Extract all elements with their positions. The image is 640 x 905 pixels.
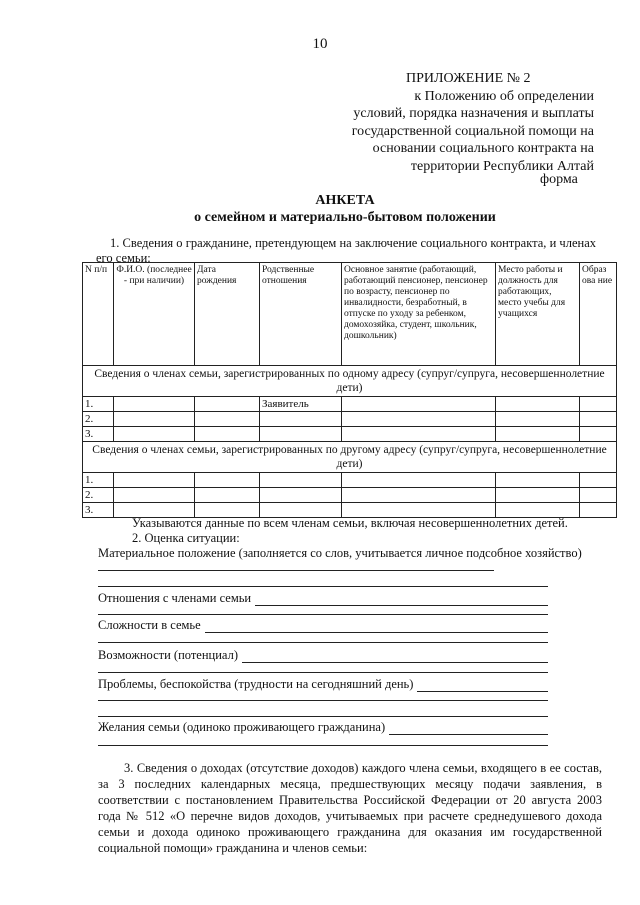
appendix-line: территории Республики Алтай [410, 158, 594, 174]
problems-input-line[interactable] [417, 679, 548, 692]
cell-education[interactable] [580, 427, 617, 442]
cell-birth-date[interactable] [195, 412, 260, 427]
potential-line[interactable] [98, 672, 548, 673]
table-row [83, 427, 617, 442]
relations-input-line[interactable] [255, 593, 548, 606]
cell-fio[interactable] [114, 397, 195, 412]
family-members-table [82, 262, 617, 518]
relations-line[interactable] [98, 614, 548, 615]
cell-relation[interactable] [260, 412, 342, 427]
row-num: 1. [83, 473, 114, 488]
appendix-line: ПРИЛОЖЕНИЕ № 2 [406, 71, 531, 86]
table-header-row [83, 263, 617, 366]
difficulties-input-line[interactable] [205, 620, 548, 633]
cell-workplace[interactable] [496, 473, 580, 488]
document-subtitle: о семейном и материально-бытовом положении [194, 210, 496, 225]
wishes-field [98, 720, 548, 735]
material-line[interactable] [98, 586, 548, 587]
section-3-text: 3. Сведения о доходах (отсутствие доходов) каждого члена семьи, входящего в ее состав, за 3 последних календарных месяца, предшествующих месяцу подачи заявления, в соответствии с постановлением Правительства Российской Федерации от 20 августа 2003 года № 512 «О перечне видов доходов, учитываемых при расчете среднедушевого дохода семьи и дохода одиноко проживающего гражданина для оказания им государственной социальной помощи» гражданина и членов семьи: [98, 761, 602, 855]
wishes-input-line[interactable] [389, 722, 548, 735]
cell-birth-date[interactable] [195, 397, 260, 412]
section-1-heading: 1. Сведения о гражданине, претендующем на заключение социального контракта, и членах его семьи: [96, 236, 596, 265]
cell-birth-date[interactable] [195, 473, 260, 488]
table-row [83, 488, 617, 503]
cell-occupation[interactable] [342, 473, 496, 488]
problems-field [98, 677, 548, 692]
table-row [83, 412, 617, 427]
cell-occupation[interactable] [342, 427, 496, 442]
wishes-label: Желания семьи (одиноко проживающего гражданина) [98, 720, 386, 734]
header-workplace: Место работы и должность для работающих, место учебы для учащихся [496, 263, 580, 366]
cell-occupation[interactable] [342, 488, 496, 503]
appendix-line: условий, порядка назначения и выплаты [353, 106, 594, 121]
difficulties-field [98, 618, 548, 633]
cell-education[interactable] [580, 473, 617, 488]
table-note: Указываются данные по всем членам семьи, включая несовершеннолетних детей. [132, 516, 568, 530]
cell-education[interactable] [580, 412, 617, 427]
table-row [83, 397, 617, 412]
document-title: АНКЕТА [315, 193, 375, 208]
cell-workplace[interactable] [496, 412, 580, 427]
wishes-line[interactable] [98, 745, 548, 746]
cell-relation[interactable] [260, 488, 342, 503]
cell-relation[interactable] [260, 427, 342, 442]
cell-occupation[interactable] [342, 397, 496, 412]
cell-fio[interactable] [114, 427, 195, 442]
potential-label: Возможности (потенциал) [98, 648, 238, 662]
header-birth-date: Дата рождения [195, 263, 260, 366]
cell-relation[interactable] [260, 473, 342, 488]
group-2-title-row [83, 442, 617, 473]
header-fio: Ф.И.О. (последнее - при наличии) [114, 263, 195, 366]
header-occupation: Основное занятие (работающий, работающий пенсионер, пенсионер по возрасту, пенсионер по инвалидности, безработный, в отпуске по уходу за ребенком, домохозяйка, студент, школьник, дошкольник) [342, 263, 496, 366]
cell-education[interactable] [580, 503, 617, 518]
appendix-line: основании социального контракта на [372, 141, 594, 156]
cell-fio[interactable] [114, 473, 195, 488]
cell-education[interactable] [580, 488, 617, 503]
appendix-line: к Положению об определении [414, 88, 594, 104]
cell-education[interactable] [580, 397, 617, 412]
group-2-title: Сведения о членах семьи, зарегистрированных по другому адресу (супруг/супруга, несовершеннолетние дети) [83, 442, 617, 473]
cell-occupation[interactable] [342, 412, 496, 427]
group-1-title-row [83, 366, 617, 397]
cell-birth-date[interactable] [195, 427, 260, 442]
cell-birth-date[interactable] [195, 488, 260, 503]
potential-input-line[interactable] [242, 650, 548, 663]
problems-line[interactable] [98, 700, 548, 701]
difficulties-label: Сложности в семье [98, 618, 201, 632]
relations-label: Отношения с членами семьи [98, 591, 252, 605]
appendix-line: государственной социальной помощи на [351, 123, 594, 139]
cell-workplace[interactable] [496, 427, 580, 442]
table-row [83, 473, 617, 488]
potential-field [98, 648, 548, 663]
cell-fio[interactable] [114, 488, 195, 503]
difficulties-line[interactable] [98, 642, 548, 643]
material-line[interactable] [98, 570, 494, 571]
group-1-title: Сведения о членах семьи, зарегистрированных по одному адресу (супруг/супруга, несовершеннолетние дети) [83, 366, 617, 397]
cell-fio[interactable] [114, 412, 195, 427]
row-num: 3. [83, 503, 114, 518]
appendix-header [336, 70, 594, 175]
problems-line[interactable] [98, 716, 548, 717]
problems-label: Проблемы, беспокойства (трудности на сегодняшний день) [98, 677, 414, 691]
material-label: Материальное положение (заполняется со слов, учитывается личное подсобное хозяйство) [98, 546, 582, 560]
cell-workplace[interactable] [496, 488, 580, 503]
header-num: N п/п [83, 263, 114, 366]
page-number: 10 [312, 36, 328, 52]
header-relation: Родственные отношения [260, 263, 342, 366]
row-num: 3. [83, 427, 114, 442]
row-num: 1. [83, 397, 114, 412]
row-num: 2. [83, 412, 114, 427]
row-num: 2. [83, 488, 114, 503]
cell-workplace[interactable] [496, 397, 580, 412]
form-label: форма [540, 172, 578, 187]
header-education: Образ ова ние [580, 263, 617, 366]
material-field [98, 546, 582, 561]
section-2-heading: 2. Оценка ситуации: [132, 531, 240, 545]
relations-field [98, 591, 548, 606]
cell-relation: Заявитель [260, 397, 342, 412]
